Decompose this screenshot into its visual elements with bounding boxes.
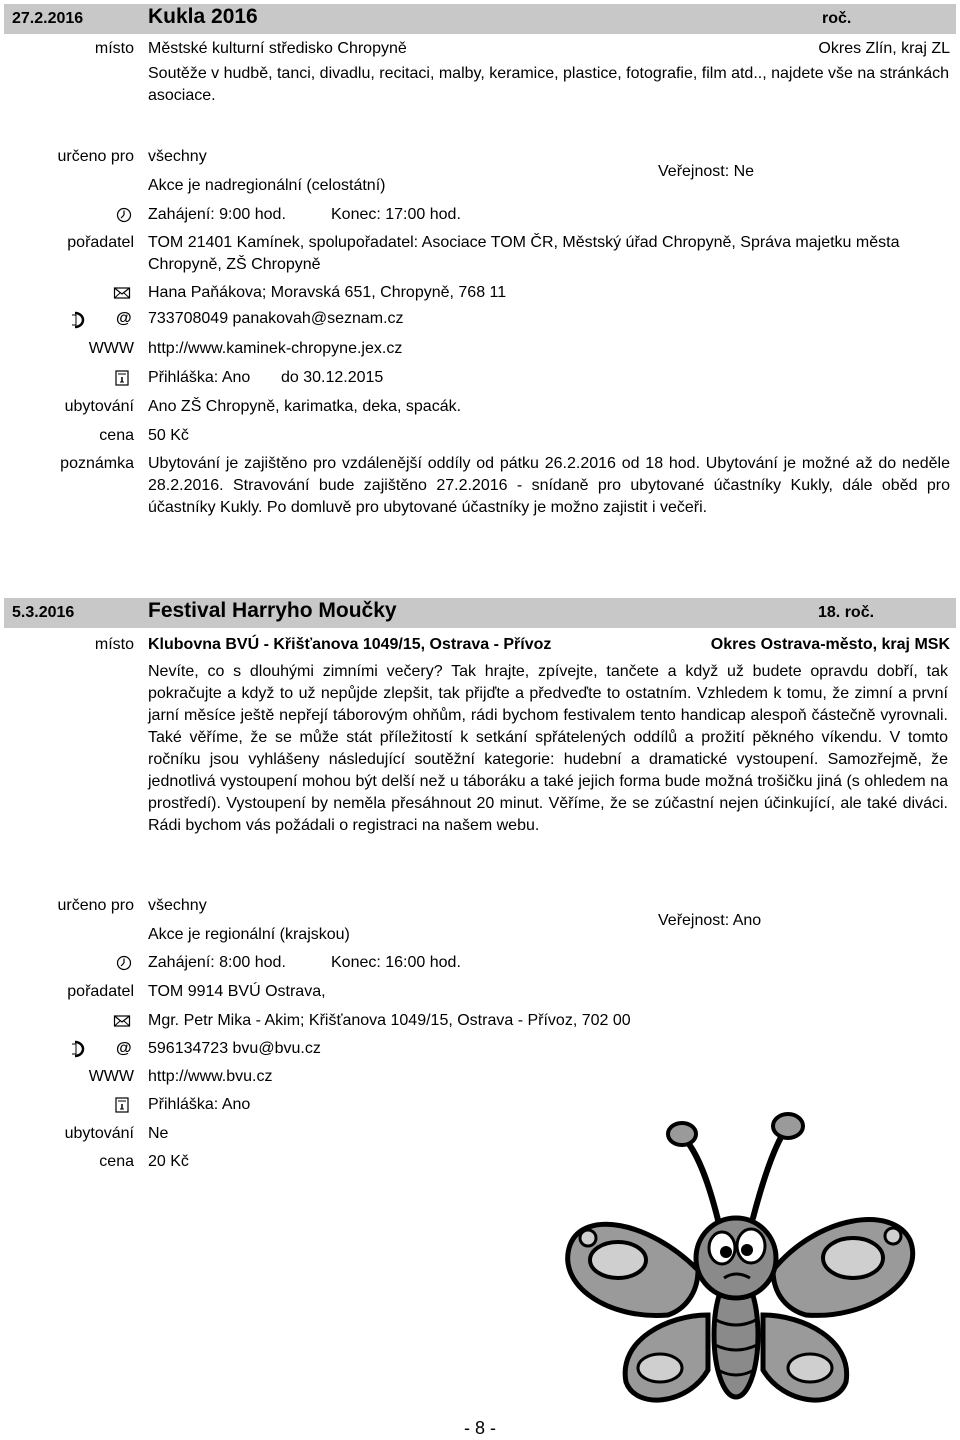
envelope-icon	[112, 1011, 132, 1031]
at-icon: @	[116, 310, 132, 327]
event-edition: 18. roč.	[818, 604, 875, 621]
place-label: místo	[94, 636, 134, 653]
event-audience: všechny	[148, 897, 207, 914]
audience-label: určeno pro	[57, 148, 134, 165]
page-number: - 8 -	[463, 1418, 496, 1438]
event-title: Festival Harryho Moučky	[148, 599, 397, 622]
form-icon	[112, 1095, 132, 1115]
phone-icon	[68, 1039, 88, 1059]
event-start: Zahájení: 9:00 hod.	[148, 206, 286, 223]
event-start: Zahájení: 8:00 hod.	[148, 954, 286, 971]
organizer-label: pořadatel	[67, 983, 134, 1000]
event-phone-email: 733708049 panakovah@seznam.cz	[148, 310, 404, 327]
form-icon	[112, 368, 132, 388]
organizer-label: pořadatel	[67, 234, 134, 251]
event-contact: Hana Paňákova; Moravská 651, Chropyně, 768 11	[148, 284, 507, 301]
event-registration: Přihláška: Ano	[148, 369, 251, 386]
butterfly-illustration	[548, 1110, 928, 1415]
web-label: WWW	[88, 340, 134, 357]
event-lodging: Ano ZŠ Chropyně, karimatka, deka, spacák.	[148, 398, 462, 415]
event-registration-deadline: do 30.12.2015	[281, 369, 384, 386]
event-date: 5.3.2016	[12, 604, 75, 621]
event-region: Okres Zlín, kraj ZL	[818, 40, 950, 57]
clock-icon	[114, 953, 134, 973]
event-registration: Přihláška: Ano	[148, 1096, 251, 1113]
event-price: 50 Kč	[148, 427, 189, 444]
event-phone-email: 596134723 bvu@bvu.cz	[148, 1040, 321, 1057]
event-scope: Akce je nadregionální (celostátní)	[148, 177, 386, 194]
clock-icon	[114, 205, 134, 225]
event-lodging: Ne	[148, 1125, 169, 1142]
price-label: cena	[99, 427, 134, 444]
event-contact: Mgr. Petr Mika - Akim; Křišťanova 1049/15, Ostrava - Přívoz, 702 00	[148, 1012, 631, 1029]
event-description: Nevíte, co s dlouhými zimními večery? Tak hrajte, zpívejte, tančete a když už budete opravdu dobří, tak pokračujte a když to už nepůjde zlepšit, tak přijďte a předveďte to ostatním. Vzhledem k tomu, že zimní a první jarní měsíce ještě nepřejí táborovým ohňům, rádi bychom festivalem tento handicap alespoň částečně vyrovnali. Také věříme, že se může stát příležitostí k setkání spřátelených oddílů a prožití pěkného víkendu. V tomto ročníku jsou vyhlášeny následující soutěžní kategorie: hudební a dramatické vystoupení. Samozřejmě, že jednotlivá vystoupení mohou být delší než u táboráku a také jejich forma bude možná trošičku jiná (s ohledem na prostředí). Vystoupení by neměla přesáhnout 20 minut. Věříme, že se zúčastní nejen účinkující, ale také diváci. Rádi bychom vás požádali o registraci na našem webu.	[148, 663, 948, 834]
event-web[interactable]: http://www.bvu.cz	[148, 1068, 273, 1085]
event-audience: všechny	[148, 148, 207, 165]
event-header-bar	[4, 598, 956, 628]
event-note: Ubytování je zajištěno pro vzdálenější oddíly od pátku 26.2.2016 od 18 hod. Ubytování je možné až do neděle 28.2.2016. Stravování bude zajištěno 27.2.2016 - snídaně pro ubytované účastníky Kukly, dále oběd pro účastníky Kukly. Po domluvě pro ubytované účastníky je možno zajistit i večeři.	[148, 455, 950, 516]
audience-label: určeno pro	[57, 897, 134, 914]
at-icon: @	[116, 1040, 132, 1057]
event-organizer: TOM 9914 BVÚ Ostrava,	[148, 983, 326, 1000]
lodging-label: ubytování	[64, 1125, 134, 1142]
event-end: Konec: 16:00 hod.	[331, 954, 461, 971]
event-scope: Akce je regionální (krajskou)	[148, 926, 350, 943]
phone-icon	[68, 310, 88, 330]
event-organizer: TOM 21401 Kamínek, spolupořadatel: Asociace TOM ČR, Městský úřad Chropyně, Správa majetku města Chropyně, ZŠ Chropyně	[148, 234, 900, 273]
note-label: poznámka	[60, 455, 134, 472]
price-label: cena	[99, 1153, 134, 1170]
event-public: Veřejnost: Ano	[658, 912, 762, 929]
event-edition: roč.	[822, 10, 852, 27]
event-region: Okres Ostrava-město, kraj MSK	[710, 636, 950, 653]
event-end: Konec: 17:00 hod.	[331, 206, 461, 223]
envelope-icon	[112, 283, 132, 303]
web-label: WWW	[88, 1068, 134, 1085]
event-price: 20 Kč	[148, 1153, 189, 1170]
event-public: Veřejnost: Ne	[658, 163, 755, 180]
event-place: Klubovna BVÚ - Křišťanova 1049/15, Ostrava - Přívoz	[148, 636, 552, 653]
event-header-bar	[4, 4, 956, 34]
event-description: Soutěže v hudbě, tanci, divadlu, recitaci, malby, keramice, plastice, fotografie, film atd.., najdete vše na stránkách asociace.	[148, 65, 949, 104]
event-web[interactable]: http://www.kaminek-chropyne.jex.cz	[148, 340, 403, 357]
event-place: Městské kulturní středisko Chropyně	[148, 40, 407, 57]
event-date: 27.2.2016	[12, 10, 84, 27]
place-label: místo	[94, 40, 134, 57]
event-title: Kukla 2016	[148, 5, 258, 28]
lodging-label: ubytování	[64, 398, 134, 415]
